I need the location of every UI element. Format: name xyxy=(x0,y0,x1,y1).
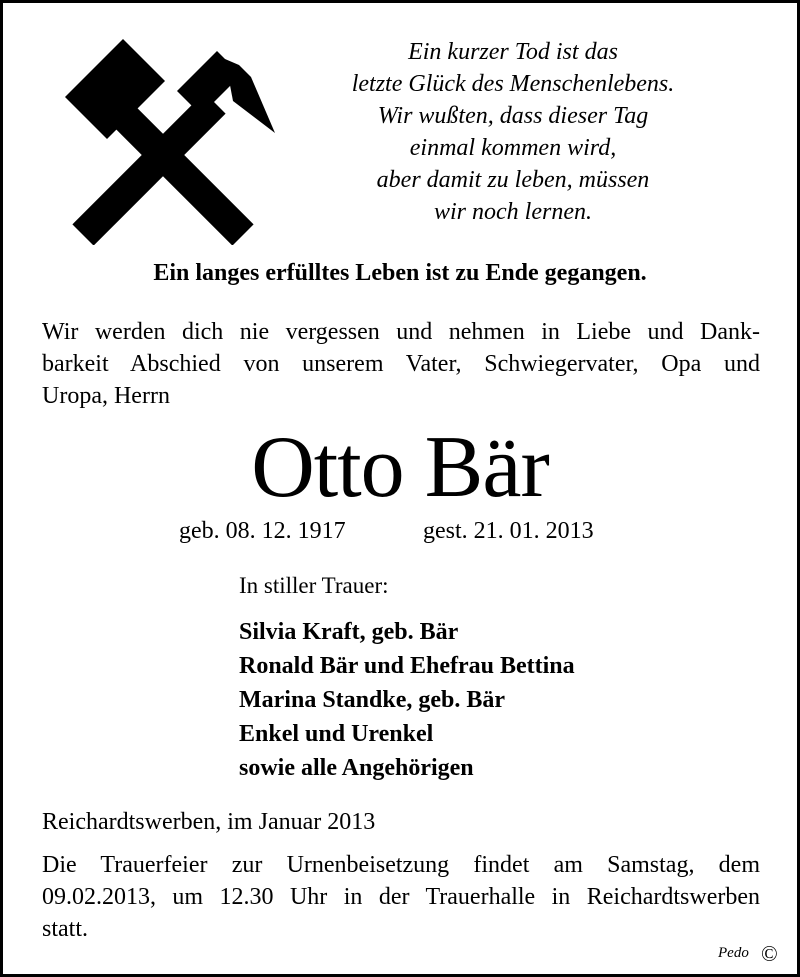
mourner-name: Enkel und Urenkel xyxy=(239,721,434,747)
copyright-icon: © xyxy=(761,941,778,966)
designer-signature: Pedo xyxy=(718,945,749,961)
deceased-name: Otto Bär xyxy=(251,419,549,516)
death-date: gest. 21. 01. 2013 xyxy=(423,518,594,544)
mourners-list xyxy=(239,615,575,785)
ceremony-paragraph xyxy=(42,849,760,945)
place-date: Reichardtswerben, im Januar 2013 xyxy=(42,809,376,835)
headline: Ein langes erfülltes Leben ist zu Ende gegangen. xyxy=(153,260,647,286)
crossed-hammers-icon xyxy=(65,39,283,245)
poem-line: aber damit zu leben, müssen xyxy=(376,167,650,193)
ceremony-line: statt. xyxy=(42,916,88,942)
poem xyxy=(333,36,693,228)
poem-line: Ein kurzer Tod ist das xyxy=(408,39,618,65)
mourner-name: Silvia Kraft, geb. Bär xyxy=(239,619,459,645)
mourner-name: Marina Standke, geb. Bär xyxy=(239,687,506,713)
poem-line: einmal kommen wird, xyxy=(409,135,617,161)
poem-line: Wir wußten, dass dieser Tag xyxy=(377,103,649,129)
intro-line: barkeit Abschied von unserem Vater, Schwiegervater, Opa und xyxy=(42,351,760,377)
ceremony-line: 09.02.2013, um 12.30 Uhr in der Trauerhalle in Reichardtswerben xyxy=(42,884,760,910)
intro-line: Uropa, Herrn xyxy=(42,383,170,409)
mourner-name: sowie alle Angehörigen xyxy=(239,755,474,781)
birth-date: geb. 08. 12. 1917 xyxy=(179,518,346,544)
intro-line: Wir werden dich nie vergessen und nehmen in Liebe und Dank- xyxy=(42,319,760,345)
poem-line: wir noch lernen. xyxy=(434,199,592,225)
poem-line: letzte Glück des Menschenlebens. xyxy=(351,71,675,97)
ceremony-line: Die Trauerfeier zur Urnenbeisetzung findet am Samstag, dem xyxy=(42,852,760,878)
intro-paragraph xyxy=(42,316,760,412)
mourner-name: Ronald Bär und Ehefrau Bettina xyxy=(239,653,575,679)
mourning-label: In stiller Trauer: xyxy=(239,573,389,598)
